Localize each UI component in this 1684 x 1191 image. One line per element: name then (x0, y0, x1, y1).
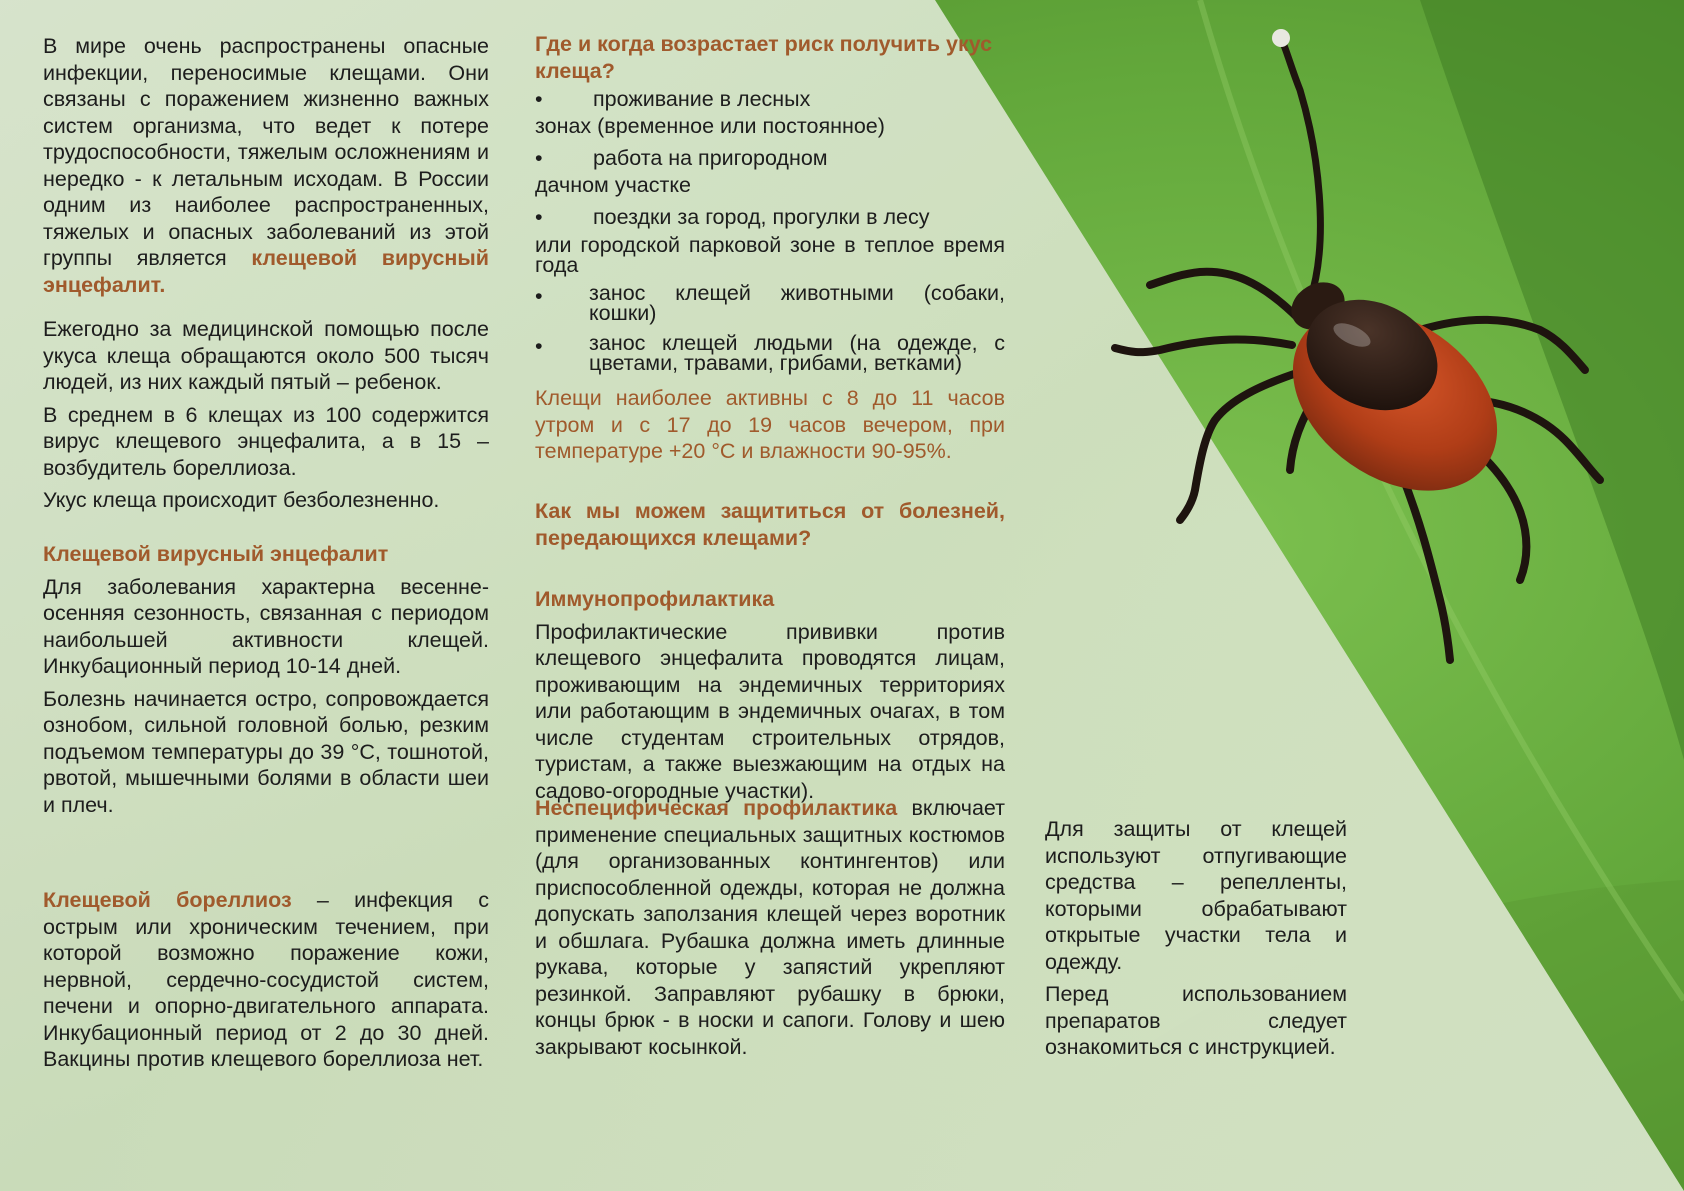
bullet-icon: • (535, 333, 543, 358)
immuno-text: Профилактические прививки против клещевого энцефалита проводятся лицам, проживающим на эндемичных территориях или работающим в эндемичных очагах, в том числе студентам строительных отрядов, туристам, а также выезжающим на отдых на садово-огородные участки). (535, 619, 1005, 803)
immuno-heading: Иммунопрофилактика (535, 587, 775, 611)
nonspecific-text: включает применение специальных защитных костюмов (для организованных контингентов) или приспособленной одежды, которая не должна допускать заползания клещей через воротник и обшлага. Рубашка должна иметь длинные рукава, которые у запястий укрепляют резинкой. Заправляют рубашку в брюки, концы брюк - в носки и сапоги. Голову и шею закрывают косынкой. (535, 796, 1005, 1059)
risk-item-first: работа на пригородном (593, 146, 828, 170)
borreliosis-text: – инфекция с острым или хроническим течением, при которой возможно поражение кожи, нервной, сердечно-сосудистой систем, печени и опорно-двигательного аппарата. Инкубационный период от 2 до 30 дней. Вакцины против клещевого бореллиоза нет. (43, 888, 489, 1071)
list-item (535, 86, 1005, 139)
protect-block (535, 498, 1005, 551)
instruction-text: Перед использованием препаратов следует ознакомиться с инструкцией. (1045, 982, 1347, 1059)
encephalitis-block (43, 541, 489, 818)
encephalitis-paragraph-1: Для заболевания характерна весенне-осенняя сезонность, связанная с периодом наибольшей активности клещей. Инкубационный период 10-14 дней. (43, 574, 489, 678)
repellent-block (1045, 816, 1347, 1061)
immuno-block (535, 586, 1005, 804)
intro-highlight: клещевой вирусный энцефалит. (43, 246, 489, 297)
activity-block (535, 385, 1005, 465)
stats-block (43, 316, 489, 514)
nonspecific-paragraph (535, 795, 1005, 1060)
risk-item-rest: или городской парковой зоне в теплое время года (535, 232, 1005, 277)
borreliosis-heading: Клещевой бореллиоз (43, 888, 292, 912)
risk-item-wrapped: занос клещей животными (собаки, кошки) (589, 280, 1005, 325)
risk-item-wrapped: занос клещей людьми (на одежде, с цветами, травами, грибами, ветками) (589, 330, 1005, 375)
borreliosis-paragraph (43, 887, 489, 1073)
risk-list (535, 86, 1005, 373)
risk-item-rest: дачном участке (535, 172, 691, 197)
risk-item-first: поездки за город, прогулки в лесу (593, 205, 930, 229)
risk-item-rest: зонах (временное или постоянное) (535, 113, 885, 138)
bullet-icon: • (535, 87, 543, 111)
stats-paragraph-2: В среднем в 6 клещах из 100 содержится вирус клещевого энцефалита, а в 15 – возбудитель бореллиоза. (43, 402, 489, 480)
repellent-text: Для защиты от клещей используют отпугивающие средства – репелленты, которыми обрабатывают открытые участки тела и одежду. (1045, 817, 1347, 974)
stats-paragraph-1: Ежегодно за медицинской помощью после укуса клеща обращаются около 500 тысяч людей, из них каждый пятый – ребенок. (43, 317, 489, 394)
activity-text: Клещи наиболее активны с 8 до 11 часов утром и с 17 до 19 часов вечером, при температуре +20 °С и влажности 90-95%. (535, 386, 1005, 463)
risk-heading: Где и когда возрастает риск получить укус клеща? (535, 32, 993, 83)
list-item (535, 204, 1005, 275)
left-column (43, 33, 489, 298)
bullet-icon: • (535, 283, 543, 308)
bullet-icon: • (535, 205, 543, 229)
borreliosis-block (43, 887, 489, 1073)
protect-heading: Как мы можем защититься от болезней, передающихся клещами? (535, 499, 1005, 550)
nonspecific-heading: Неспецифическая профилактика (535, 796, 898, 820)
encephalitis-heading: Клещевой вирусный энцефалит (43, 542, 389, 566)
bullet-icon: • (535, 146, 543, 170)
list-item (535, 145, 1005, 198)
encephalitis-paragraph-2: Болезнь начинается остро, сопровождается ознобом, сильной головной болью, резким подъемом температуры до 39 °С, тошнотой, рвотой, мышечными болями в области шеи и плеч. (43, 686, 489, 817)
intro-paragraph (43, 33, 489, 298)
risk-block (535, 31, 1005, 379)
list-item (535, 280, 1005, 325)
stats-paragraph-3: Укус клеща происходит безболезненно. (43, 488, 440, 512)
intro-text: В мире очень распространены опасные инфекции, переносимые клещами. Они связаны с поражением жизненно важных систем организма, что ведет к потере трудоспособности, тяжелым осложнениям и нередко - к летальным исходам. В России одним из наиболее распространенных, тяжелых и опасных заболеваний из этой группы является (43, 34, 489, 270)
nonspecific-block (535, 795, 1005, 1060)
list-item (535, 330, 1005, 375)
risk-item-first: проживание в лесных (593, 87, 811, 111)
